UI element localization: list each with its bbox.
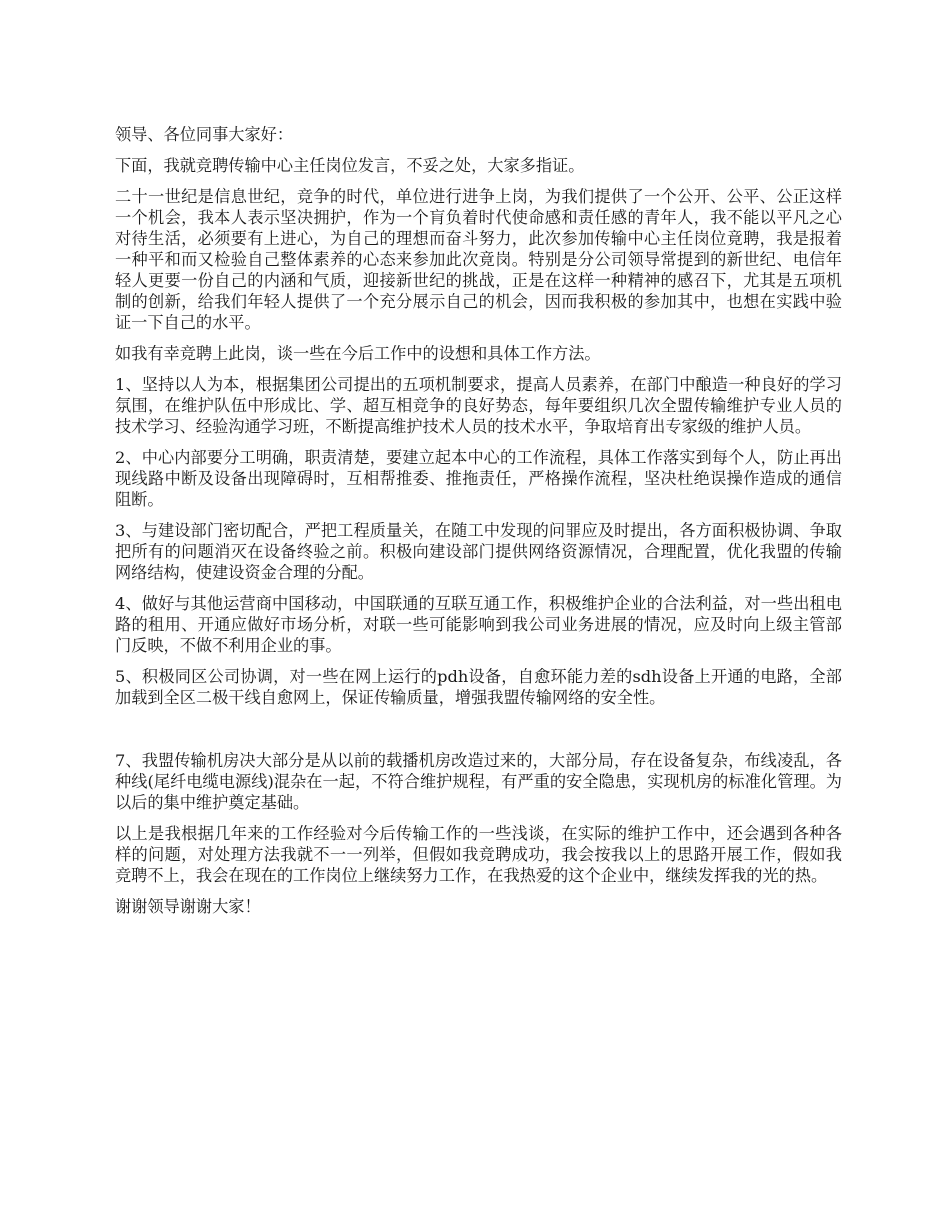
plan-intro-paragraph: 如我有幸竞聘上此岗，谈一些在今后工作中的设想和具体工作方法。 xyxy=(115,344,601,363)
item-4-paragraph: 4、做好与其他运营商中国移动，中国联通的互联互通工作，积极维护企业的合法利益，对一些出租电路的租用、开通应做好市场分析，对联一些可能影响到我公司业务进展的情况，应及时向上级主管部门反映，不做不利用企业的事。 xyxy=(115,594,842,655)
item-1-paragraph: 1、坚持以人为本，根据集团公司提出的五项机制要求，提高人员素养，在部门中酿造一种良好的学习氛围，在维护队伍中形成比、学、超互相竞争的良好势态，每年要组织几次全盟传输维护专业人员的技术学习、经验沟通学习班，不断提高维护技术人员的技术水平，争取培育出专家级的维护人员。 xyxy=(115,375,842,436)
greeting-paragraph: 领导、各位同事大家好： xyxy=(115,125,294,144)
item-2-paragraph: 2、中心内部要分工明确，职责清楚，要建立起本中心的工作流程，具体工作落实到每个人，防止再出现线路中断及设备出现障碍时，互相帮推委、推拖责任，严格操作流程，坚决杜绝误操作造成的通信阻断。 xyxy=(115,448,842,509)
conclusion-paragraph: 以上是我根据几年来的工作经验对今后传输工作的一些浅谈，在实际的维护工作中，还会遇到各种各样的问题，对处理方法我就不一一列举，但假如我竞聘成功，我会按我以上的思路开展工作，假如我竞聘不上，我会在现在的工作岗位上继续努力工作，在我热爱的这个企业中，继续发挥我的光的热。 xyxy=(115,824,842,885)
thanks-paragraph: 谢谢领导谢谢大家！ xyxy=(115,897,261,916)
item-3-paragraph: 3、与建设部门密切配合，严把工程质量关，在随工中发现的问罪应及时提出，各方面积极协调、争取把所有的问题消灭在设备终验之前。积极向建设部门提供网络资源情况，合理配置，优化我盟的传输网络结构，使建设资金合理的分配。 xyxy=(115,521,842,582)
intro-paragraph: 下面，我就竞聘传输中心主任岗位发言，不妥之处，大家多指证。 xyxy=(115,156,585,175)
document-body xyxy=(115,124,842,927)
item-7-paragraph: 7、我盟传输机房决大部分是从以前的载播机房改造过来的，大部分局，存在设备复杂，布线凌乱，各种线(尾纤电缆电源线)混杂在一起，不符合维护规程，有严重的安全隐患，实现机房的标准化管理。为以后的集中维护奠定基础。 xyxy=(115,751,842,812)
background-paragraph: 二十一世纪是信息世纪，竞争的时代，单位进行进争上岗，为我们提供了一个公开、公平、公正这样一个机会，我本人表示坚决拥护，作为一个肓负着时代使命感和责任感的青年人，我不能以平凡之心对待生活，必须要有上进心，为自己的理想而奋斗努力，此次参加传输中心主任岗位竟聘，我是报着一种平和而又检验自己整体素养的心态来参加此次竟岗。特别是分公司领导常提到的新世纪、电信年轻人更要一份自己的内涵和气质，迎接新世纪的挑战，正是在这样一种精神的感召下，尤其是五项机制的创新，给我们年轻人提供了一个充分展示自己的机会，因而我积极的参加其中，也想在实践中验证一下自己的水平。 xyxy=(115,187,842,332)
item-5-paragraph: 5、积极同区公司协调，对一些在网上运行的pdh设备，自愈环能力差的sdh设备上开通的电路，全部加载到全区二极干线自愈网上，保证传输质量，增强我盟传输网络的安全性。 xyxy=(115,667,842,707)
